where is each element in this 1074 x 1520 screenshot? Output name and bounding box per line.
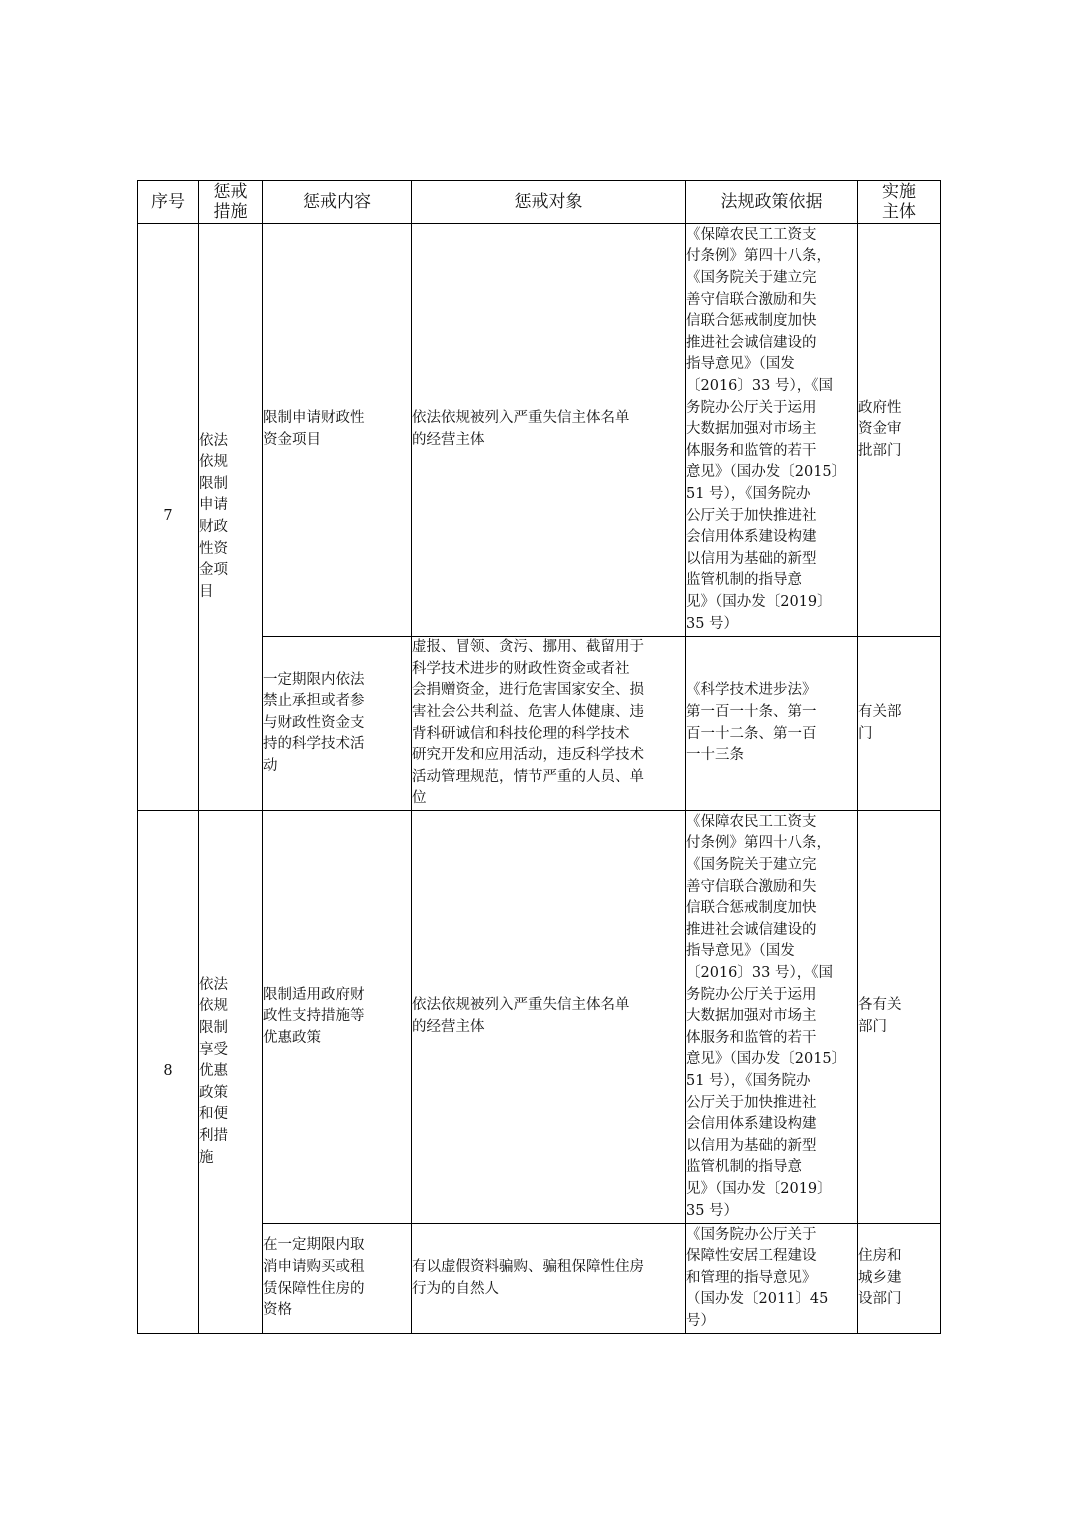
basis-cell: 《科学技术进步法》 第一百一十条、第一 百一十二条、第一百 一十三条 xyxy=(686,637,858,811)
header-target: 惩戒对象 xyxy=(412,181,686,224)
body-cell: 有关部 门 xyxy=(858,637,941,811)
target-cell: 虚报、冒领、贪污、挪用、截留用于 科学技术进步的财政性资金或者社 会捐赠资金，进行危害国家安全、损 害社会公共利益、危害人体健康、违 背科研诚信和科技伦理的科学技术 研究开发和应用活动，违反科学技术 活动管理规范，情节严重的人员、单 位 xyxy=(412,637,686,811)
seq-cell: 8 xyxy=(138,811,199,1334)
header-body: 实施 主体 xyxy=(858,181,941,224)
content-cell: 一定期限内依法 禁止承担或者参 与财政性资金支 持的科学技术活 动 xyxy=(263,637,412,811)
header-row xyxy=(138,181,941,224)
content-cell: 限制适用政府财 政性支持措施等 优惠政策 xyxy=(263,811,412,1224)
body-cell: 各有关 部门 xyxy=(858,811,941,1224)
content-cell: 限制申请财政性 资金项目 xyxy=(263,224,412,637)
target-cell: 有以虚假资料骗购、骗租保障性住房 行为的自然人 xyxy=(412,1224,686,1334)
target-cell: 依法依规被列入严重失信主体名单 的经营主体 xyxy=(412,811,686,1224)
table-row xyxy=(138,811,941,1224)
measure-cell: 依法 依规 限制 享受 优惠 政策 和便 利措 施 xyxy=(199,811,263,1334)
table-row xyxy=(138,224,941,637)
body-cell: 政府性 资金审 批部门 xyxy=(858,224,941,637)
basis-cell: 《保障农民工工资支 付条例》第四十八条， 《国务院关于建立完 善守信联合激励和失 信联合惩戒制度加快 推进社会诚信建设的 指导意见》（国发 〔2016〕33 号），《国 务院办公厅关于运用 大数据加强对市场主 体服务和监管的若干 意见》（国办发〔2015〕 51 号），《国务院办 公厅关于加快推进社 会信用体系建设构建 以信用为基础的新型 监管机制的指导意 见》（国办发〔2019〕 35 号） xyxy=(686,224,858,637)
basis-cell: 《国务院办公厅关于 保障性安居工程建设 和管理的指导意见》 （国办发〔2011〕45 号） xyxy=(686,1224,858,1334)
target-cell: 依法依规被列入严重失信主体名单 的经营主体 xyxy=(412,224,686,637)
header-measure: 惩戒 措施 xyxy=(199,181,263,224)
penalty-measures-table xyxy=(137,180,941,1334)
seq-cell: 7 xyxy=(138,224,199,811)
content-cell: 在一定期限内取 消申请购买或租 赁保障性住房的 资格 xyxy=(263,1224,412,1334)
measure-cell: 依法 依规 限制 申请 财政 性资 金项 目 xyxy=(199,224,263,811)
basis-cell: 《保障农民工工资支 付条例》第四十八条， 《国务院关于建立完 善守信联合激励和失 信联合惩戒制度加快 推进社会诚信建设的 指导意见》（国发 〔2016〕33 号），《国 务院办公厅关于运用 大数据加强对市场主 体服务和监管的若干 意见》（国办发〔2015〕 51 号），《国务院办 公厅关于加快推进社 会信用体系建设构建 以信用为基础的新型 监管机制的指导意 见》（国办发〔2019〕 35 号） xyxy=(686,811,858,1224)
header-seq: 序号 xyxy=(138,181,199,224)
header-basis: 法规政策依据 xyxy=(686,181,858,224)
header-content: 惩戒内容 xyxy=(263,181,412,224)
body-cell: 住房和 城乡建 设部门 xyxy=(858,1224,941,1334)
